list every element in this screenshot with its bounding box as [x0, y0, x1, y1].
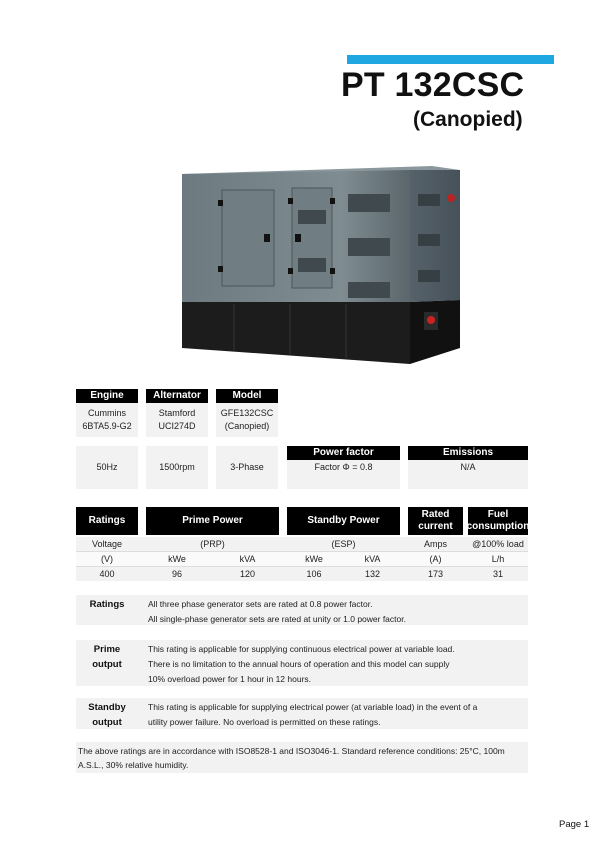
- standby-note-text: [148, 700, 526, 730]
- esp-label: (ESP): [331, 539, 356, 549]
- header-accent-bar: [347, 55, 554, 64]
- standby-kva-unit: kVA: [364, 554, 381, 564]
- model-header: Model: [216, 389, 278, 403]
- prime-note-label: [76, 642, 138, 672]
- standby-note-line: utility power failure. No overload is permitted on these ratings.: [148, 717, 381, 727]
- prime-kva-unit: kVA: [239, 554, 256, 564]
- rated-current-line2: current: [418, 521, 453, 532]
- alternator-make: Stamford: [158, 407, 196, 418]
- speed-value: [146, 446, 208, 489]
- ratings-note-line: All three phase generator sets are rated at 0.8 power factor.: [148, 599, 373, 609]
- fuel-consumption-line1: Fuel: [487, 508, 509, 520]
- prime-kva-value: 120: [239, 569, 256, 579]
- model-code: GFE132CSC: [220, 407, 274, 418]
- standby-note-line: This rating is applicable for supplying electrical power (at variable load) in the event of a: [148, 702, 478, 712]
- standby-kwe-value: 106: [306, 569, 322, 579]
- page-number: Page 1: [559, 819, 590, 830]
- ratings-note-label: Ratings: [89, 599, 125, 610]
- phase-value: [216, 446, 278, 489]
- standby-note-label-line: Standby: [88, 702, 126, 713]
- prime-kwe-unit: kWe: [168, 554, 186, 564]
- prime-note-label-line: Prime: [93, 644, 121, 655]
- fuel-value: 31: [492, 569, 503, 579]
- fuel-consumption-line2: consumption: [466, 521, 530, 532]
- standby-kwe-unit: kWe: [305, 554, 323, 564]
- alternator-value: [146, 403, 208, 437]
- engine-header: Engine: [76, 389, 138, 403]
- prime-note-line: This rating is applicable for supplying continuous electrical power at variable load.: [148, 644, 455, 654]
- speed-text: 1500rpm: [159, 461, 195, 472]
- emissions-header: Emissions: [408, 446, 528, 460]
- engine-make: Cummins: [87, 407, 126, 418]
- power-factor-text: Factor Φ = 0.8: [314, 462, 373, 472]
- prime-note-text: [148, 642, 526, 687]
- engine-model: 6BTA5.9-G2: [82, 421, 132, 431]
- model-variant: (Canopied): [413, 108, 523, 131]
- frequency-value: [76, 446, 138, 489]
- footer-note: The above ratings are in accordance with ISO8528-1 and ISO3046-1. Standard reference conditions: 25°C, 100m A.S.L., 30% relative humidity.: [78, 746, 505, 770]
- current-value: 173: [427, 569, 444, 579]
- prp-label: (PRP): [200, 539, 225, 549]
- model-value: [216, 403, 278, 437]
- emissions-text: N/A: [460, 462, 476, 472]
- rated-current-header: [408, 507, 463, 535]
- frequency-text: 50Hz: [96, 461, 118, 472]
- prime-power-header: Prime Power: [146, 507, 279, 535]
- fuel-consumption-header: [468, 507, 528, 535]
- alternator-header: Alternator: [146, 389, 208, 403]
- amps-label: Amps: [423, 539, 447, 549]
- model-title: PT 132CSC: [341, 66, 525, 104]
- ratings-header: Ratings: [76, 507, 138, 535]
- emissions-value: [408, 460, 528, 489]
- engine-value: [76, 403, 138, 437]
- power-factor-header: Power factor: [287, 446, 400, 460]
- ratings-note-text: [148, 597, 526, 627]
- prime-kwe-value: 96: [171, 569, 182, 579]
- current-unit: (A): [429, 554, 442, 564]
- standby-power-header: Standby Power: [287, 507, 400, 535]
- voltage-label: Voltage: [91, 539, 123, 549]
- generator-image: [170, 152, 470, 370]
- fuel-unit: L/h: [491, 554, 505, 564]
- standby-kva-value: 132: [364, 569, 381, 579]
- prime-note-line: 10% overload power for 1 hour in 12 hours.: [148, 674, 312, 684]
- prime-note-line: There is no limitation to the annual hours of operation and this model can supply: [148, 659, 450, 669]
- rated-current-line1: Rated: [421, 508, 450, 520]
- voltage-value: 400: [99, 569, 115, 579]
- phase-text: 3-Phase: [230, 461, 264, 472]
- load-label: @100% load: [472, 539, 524, 549]
- standby-note-label-line: output: [92, 717, 122, 728]
- power-factor-value: [287, 460, 400, 489]
- alternator-model: UCI274D: [158, 421, 196, 431]
- voltage-unit: (V): [101, 554, 113, 564]
- model-canopy: (Canopied): [224, 421, 270, 431]
- ratings-note-line: All single-phase generator sets are rated at unity or 1.0 power factor.: [148, 614, 406, 624]
- prime-note-label-line: output: [92, 659, 122, 670]
- standby-note-label: [76, 700, 138, 730]
